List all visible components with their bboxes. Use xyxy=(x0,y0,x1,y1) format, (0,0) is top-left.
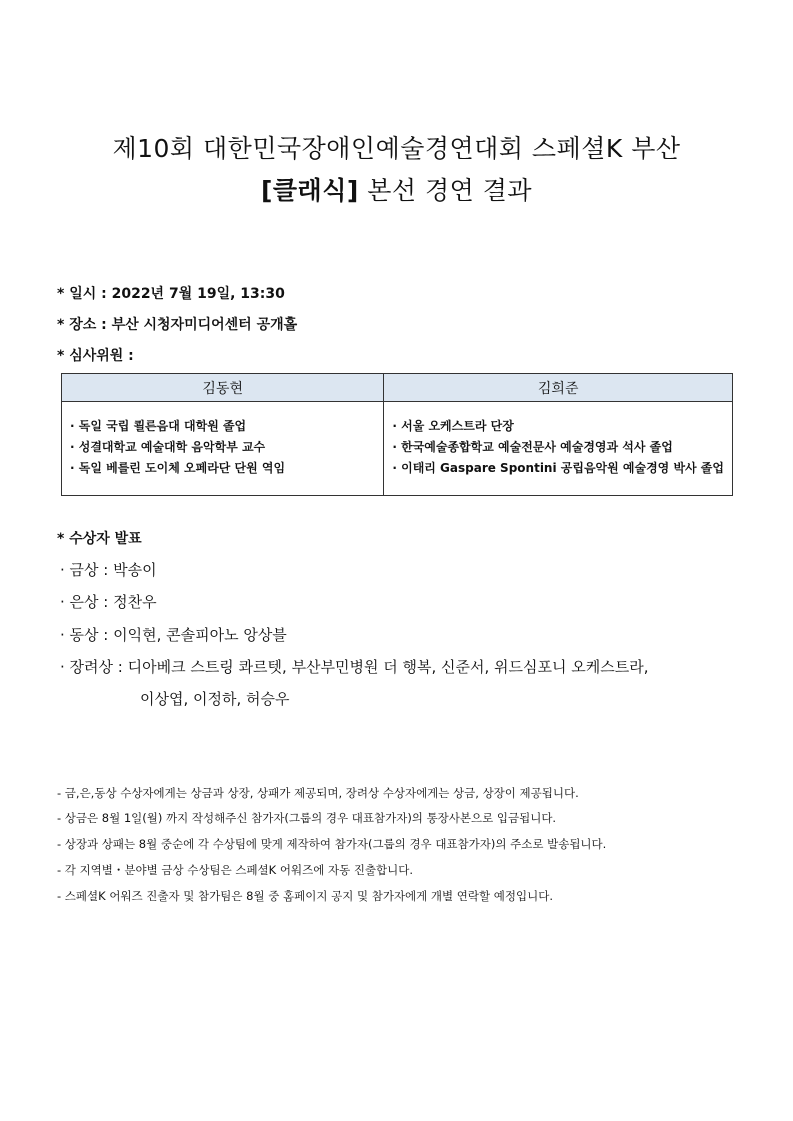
awards-heading: * 수상자 발표 xyxy=(57,531,142,547)
award-silver: · 은상 : 정찬우 xyxy=(60,593,157,611)
award-bronze: · 동상 : 이익현, 콘솔피아노 앙상블 xyxy=(60,626,287,644)
document-subtitle xyxy=(0,171,793,207)
judges-career-row xyxy=(62,402,733,496)
career-item: · 한국예술종합학교 예술전문사 예술경영과 석사 졸업 xyxy=(392,440,673,454)
career-item: · 독일 국립 쾰른음대 대학원 졸업 xyxy=(70,419,247,433)
award-encouragement-continued: 이상엽, 이정하, 허승우 xyxy=(140,690,290,708)
award-gold: · 금상 : 박송이 xyxy=(60,561,157,579)
judge-career-1 xyxy=(62,402,384,496)
award-encouragement: · 장려상 : 디아베크 스트링 콰르텟, 부산부민병원 더 행복, 신준서, 위드심포니 오케스트라, xyxy=(60,658,649,676)
note-item: - 각 지역별・분야별 금상 수상팀은 스페셜K 어워즈에 자동 진출합니다. xyxy=(57,863,414,877)
document-title: 제10회 대한민국장애인예술경연대회 스페셜K 부산 xyxy=(112,134,681,163)
event-date: * 일시 : 2022년 7월 19일, 13:30 xyxy=(57,286,285,302)
subtitle-text: 본선 경연 결과 xyxy=(358,176,533,205)
note-item: - 스페셜K 어워즈 진출자 및 참가팀은 8월 중 홈페이지 공지 및 참가자에게 개별 연락할 예정입니다. xyxy=(57,889,553,903)
judges-header-row xyxy=(62,374,733,402)
note-item: - 금,은,동상 수상자에게는 상금과 상장, 상패가 제공되며, 장려상 수상자에게는 상금, 상장이 제공됩니다. xyxy=(57,786,579,800)
career-item: · 이태리 Gaspare Spontini 공립음악원 예술경영 박사 졸업 xyxy=(392,461,724,475)
note-item: - 상장과 상패는 8월 중순에 각 수상팀에 맞게 제작하여 참가자(그룹의 경우 대표참가자)의 주소로 발송됩니다. xyxy=(57,837,607,851)
judges-table xyxy=(61,373,733,496)
career-item: · 서울 오케스트라 단장 xyxy=(392,419,514,433)
category-label: [클래식] xyxy=(260,176,359,205)
career-item: · 독일 베를린 도이체 오페라단 단원 역임 xyxy=(70,461,286,475)
judge-name-1: 김동현 xyxy=(62,374,384,402)
event-venue: * 장소 : 부산 시청자미디어센터 공개홀 xyxy=(57,317,298,333)
note-item: - 상금은 8월 1일(월) 까지 작성해주신 참가자(그룹의 경우 대표참가자)의 통장사본으로 입금됩니다. xyxy=(57,811,557,825)
judge-name-2: 김희준 xyxy=(384,374,733,402)
career-item: · 성결대학교 예술대학 음악학부 교수 xyxy=(70,440,266,454)
judges-label: * 심사위원 : xyxy=(57,348,134,364)
judge-career-2 xyxy=(384,402,733,496)
